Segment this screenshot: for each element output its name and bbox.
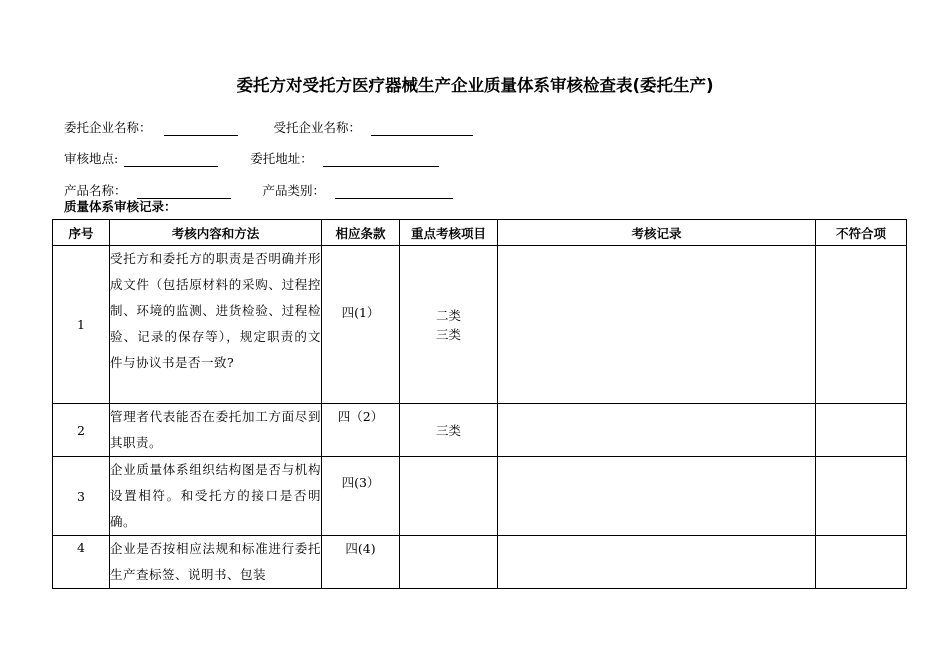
row-number: 2 xyxy=(53,404,110,457)
entrusted-company-field[interactable] xyxy=(371,121,473,136)
row-nonconformity-cell[interactable] xyxy=(816,404,907,457)
header-clause: 相应条款 xyxy=(322,220,400,246)
entrusting-company-field[interactable] xyxy=(164,121,238,136)
table-header-row xyxy=(53,220,907,246)
header-content: 考核内容和方法 xyxy=(110,220,322,246)
row-nonconformity-cell[interactable] xyxy=(816,536,907,589)
row-content: 企业质量体系组织结构图是否与机构设置相符。和受托方的接口是否明确。 xyxy=(110,457,322,536)
header-key-items: 重点考核项目 xyxy=(400,220,498,246)
key-item: 三类 xyxy=(435,326,461,342)
product-category-field[interactable] xyxy=(335,184,453,199)
page-title: 委托方对受托方医疗器械生产企业质量体系审核检查表(委托生产) xyxy=(236,76,714,95)
header-no: 序号 xyxy=(53,220,110,246)
header-nonconformity: 不符合项 xyxy=(816,220,907,246)
row-content: 受托方和委托方的职责是否明确并形成文件（包括原材料的采购、过程控制、环境的监测、进货检验、过程检验、记录的保存等），规定职责的文件与协议书是否一致? xyxy=(110,246,322,404)
row-record-cell[interactable] xyxy=(498,457,816,536)
entrusted-company-label: 受托企业名称： xyxy=(273,120,361,135)
row-record-cell[interactable] xyxy=(498,246,816,404)
section-label: 质量体系审核记录： xyxy=(64,199,177,214)
audit-checklist-table xyxy=(52,219,907,589)
row-key-items xyxy=(400,246,498,404)
product-name-label: 产品名称： xyxy=(64,183,127,198)
row-content: 管理者代表能否在委托加工方面尽到其职责。 xyxy=(110,404,322,457)
table-row xyxy=(53,457,907,536)
audit-location-field[interactable] xyxy=(124,152,218,167)
row-number: 3 xyxy=(53,457,110,536)
table-row xyxy=(53,404,907,457)
row-number: 4 xyxy=(53,536,110,589)
row-key-items xyxy=(400,404,498,457)
row-nonconformity-cell[interactable] xyxy=(816,246,907,404)
row-number: 1 xyxy=(53,246,110,404)
info-row-2 xyxy=(64,149,439,167)
key-item: 三类 xyxy=(435,422,461,438)
audit-location-label: 审核地点: xyxy=(64,151,119,166)
info-row-1 xyxy=(64,118,473,136)
key-item: 二类 xyxy=(435,307,461,323)
row-clause: 四(4) xyxy=(322,536,400,589)
entrust-address-field[interactable] xyxy=(323,152,439,167)
row-clause: 四(1） xyxy=(322,246,400,404)
row-clause: 四（2） xyxy=(322,404,400,457)
row-key-items xyxy=(400,536,498,589)
entrusting-company-label: 委托企业名称： xyxy=(64,120,152,135)
row-record-cell[interactable] xyxy=(498,536,816,589)
table-row xyxy=(53,246,907,404)
table-row xyxy=(53,536,907,589)
row-nonconformity-cell[interactable] xyxy=(816,457,907,536)
row-key-items xyxy=(400,457,498,536)
product-category-label: 产品类别： xyxy=(262,183,325,198)
row-content: 企业是否按相应法规和标准进行委托生产查标签、说明书、包装 xyxy=(110,536,322,589)
header-record: 考核记录 xyxy=(498,220,816,246)
row-clause: 四(3） xyxy=(322,457,400,536)
entrust-address-label: 委托地址： xyxy=(250,151,313,166)
row-record-cell[interactable] xyxy=(498,404,816,457)
